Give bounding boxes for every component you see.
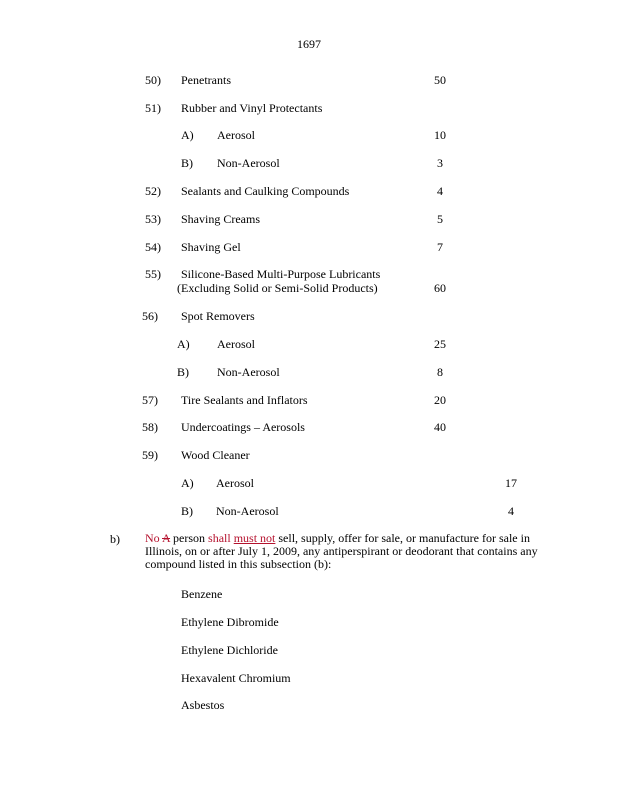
item-label: Penetrants bbox=[181, 73, 231, 87]
deleted-text: A bbox=[162, 531, 171, 545]
subitem-letter: A) bbox=[181, 128, 194, 142]
item-value: 3 bbox=[437, 156, 443, 170]
paragraph-text: person bbox=[170, 531, 209, 545]
item-label: Rubber and Vinyl Protectants bbox=[181, 101, 323, 115]
item-number: 51) bbox=[145, 101, 161, 115]
item-value: 8 bbox=[437, 365, 443, 379]
paragraph-text: compound listed in this subsection (b): bbox=[145, 557, 332, 571]
item-label: Sealants and Caulking Compounds bbox=[181, 184, 350, 198]
item-number: 55) bbox=[145, 267, 161, 281]
item-number: 56) bbox=[142, 309, 158, 323]
item-value: 4 bbox=[508, 504, 514, 518]
item-value: 7 bbox=[437, 240, 443, 254]
item-label: Silicone-Based Multi-Purpose Lubricants bbox=[181, 267, 381, 281]
item-label-continuation: (Excluding Solid or Semi-Solid Products) bbox=[177, 281, 378, 295]
item-value: 50 bbox=[434, 73, 446, 87]
subitem-label: Aerosol bbox=[217, 337, 255, 351]
page-number: 1697 bbox=[297, 37, 321, 51]
item-value: 25 bbox=[434, 337, 446, 351]
subitem-label: Aerosol bbox=[216, 476, 254, 490]
item-label: Shaving Gel bbox=[181, 240, 241, 254]
subitem-letter: B) bbox=[181, 504, 193, 518]
subsection-b-paragraph bbox=[145, 532, 555, 571]
item-label: Undercoatings – Aerosols bbox=[181, 420, 305, 434]
compound-item: Benzene bbox=[181, 587, 223, 601]
item-number: 52) bbox=[145, 184, 161, 198]
item-number: 54) bbox=[145, 240, 161, 254]
item-number: 59) bbox=[142, 448, 158, 462]
item-value: 10 bbox=[434, 128, 446, 142]
subitem-label: Non-Aerosol bbox=[217, 156, 280, 170]
item-number: 50) bbox=[145, 73, 161, 87]
item-number: 58) bbox=[142, 420, 158, 434]
subitem-letter: A) bbox=[177, 337, 190, 351]
subitem-letter: A) bbox=[181, 476, 194, 490]
inserted-text: shall bbox=[208, 531, 234, 545]
subitem-label: Non-Aerosol bbox=[216, 504, 279, 518]
item-value: 4 bbox=[437, 184, 443, 198]
compound-item: Asbestos bbox=[181, 698, 225, 712]
subitem-letter: B) bbox=[177, 365, 189, 379]
item-number: 57) bbox=[142, 393, 158, 407]
compound-item: Hexavalent Chromium bbox=[181, 671, 291, 685]
inserted-text: must not bbox=[233, 531, 276, 545]
paragraph-text: sell, supply, offer for sale, or manufacture for sale in bbox=[275, 531, 530, 545]
item-value: 40 bbox=[434, 420, 446, 434]
item-value: 20 bbox=[434, 393, 446, 407]
subitem-label: Non-Aerosol bbox=[217, 365, 280, 379]
item-value: 5 bbox=[437, 212, 443, 226]
paragraph-text: Illinois, on or after July 1, 2009, any antiperspirant or deodorant that contains any bbox=[145, 544, 538, 558]
subsection-label: b) bbox=[110, 532, 120, 546]
compound-item: Ethylene Dichloride bbox=[181, 643, 278, 657]
item-label: Wood Cleaner bbox=[181, 448, 250, 462]
inserted-text: No bbox=[145, 531, 163, 545]
item-label: Shaving Creams bbox=[181, 212, 260, 226]
item-value: 17 bbox=[505, 476, 517, 490]
compound-item: Ethylene Dibromide bbox=[181, 615, 279, 629]
subitem-label: Aerosol bbox=[217, 128, 255, 142]
item-label: Tire Sealants and Inflators bbox=[181, 393, 308, 407]
item-label: Spot Removers bbox=[181, 309, 255, 323]
item-number: 53) bbox=[145, 212, 161, 226]
subitem-letter: B) bbox=[181, 156, 193, 170]
item-value: 60 bbox=[434, 281, 446, 295]
